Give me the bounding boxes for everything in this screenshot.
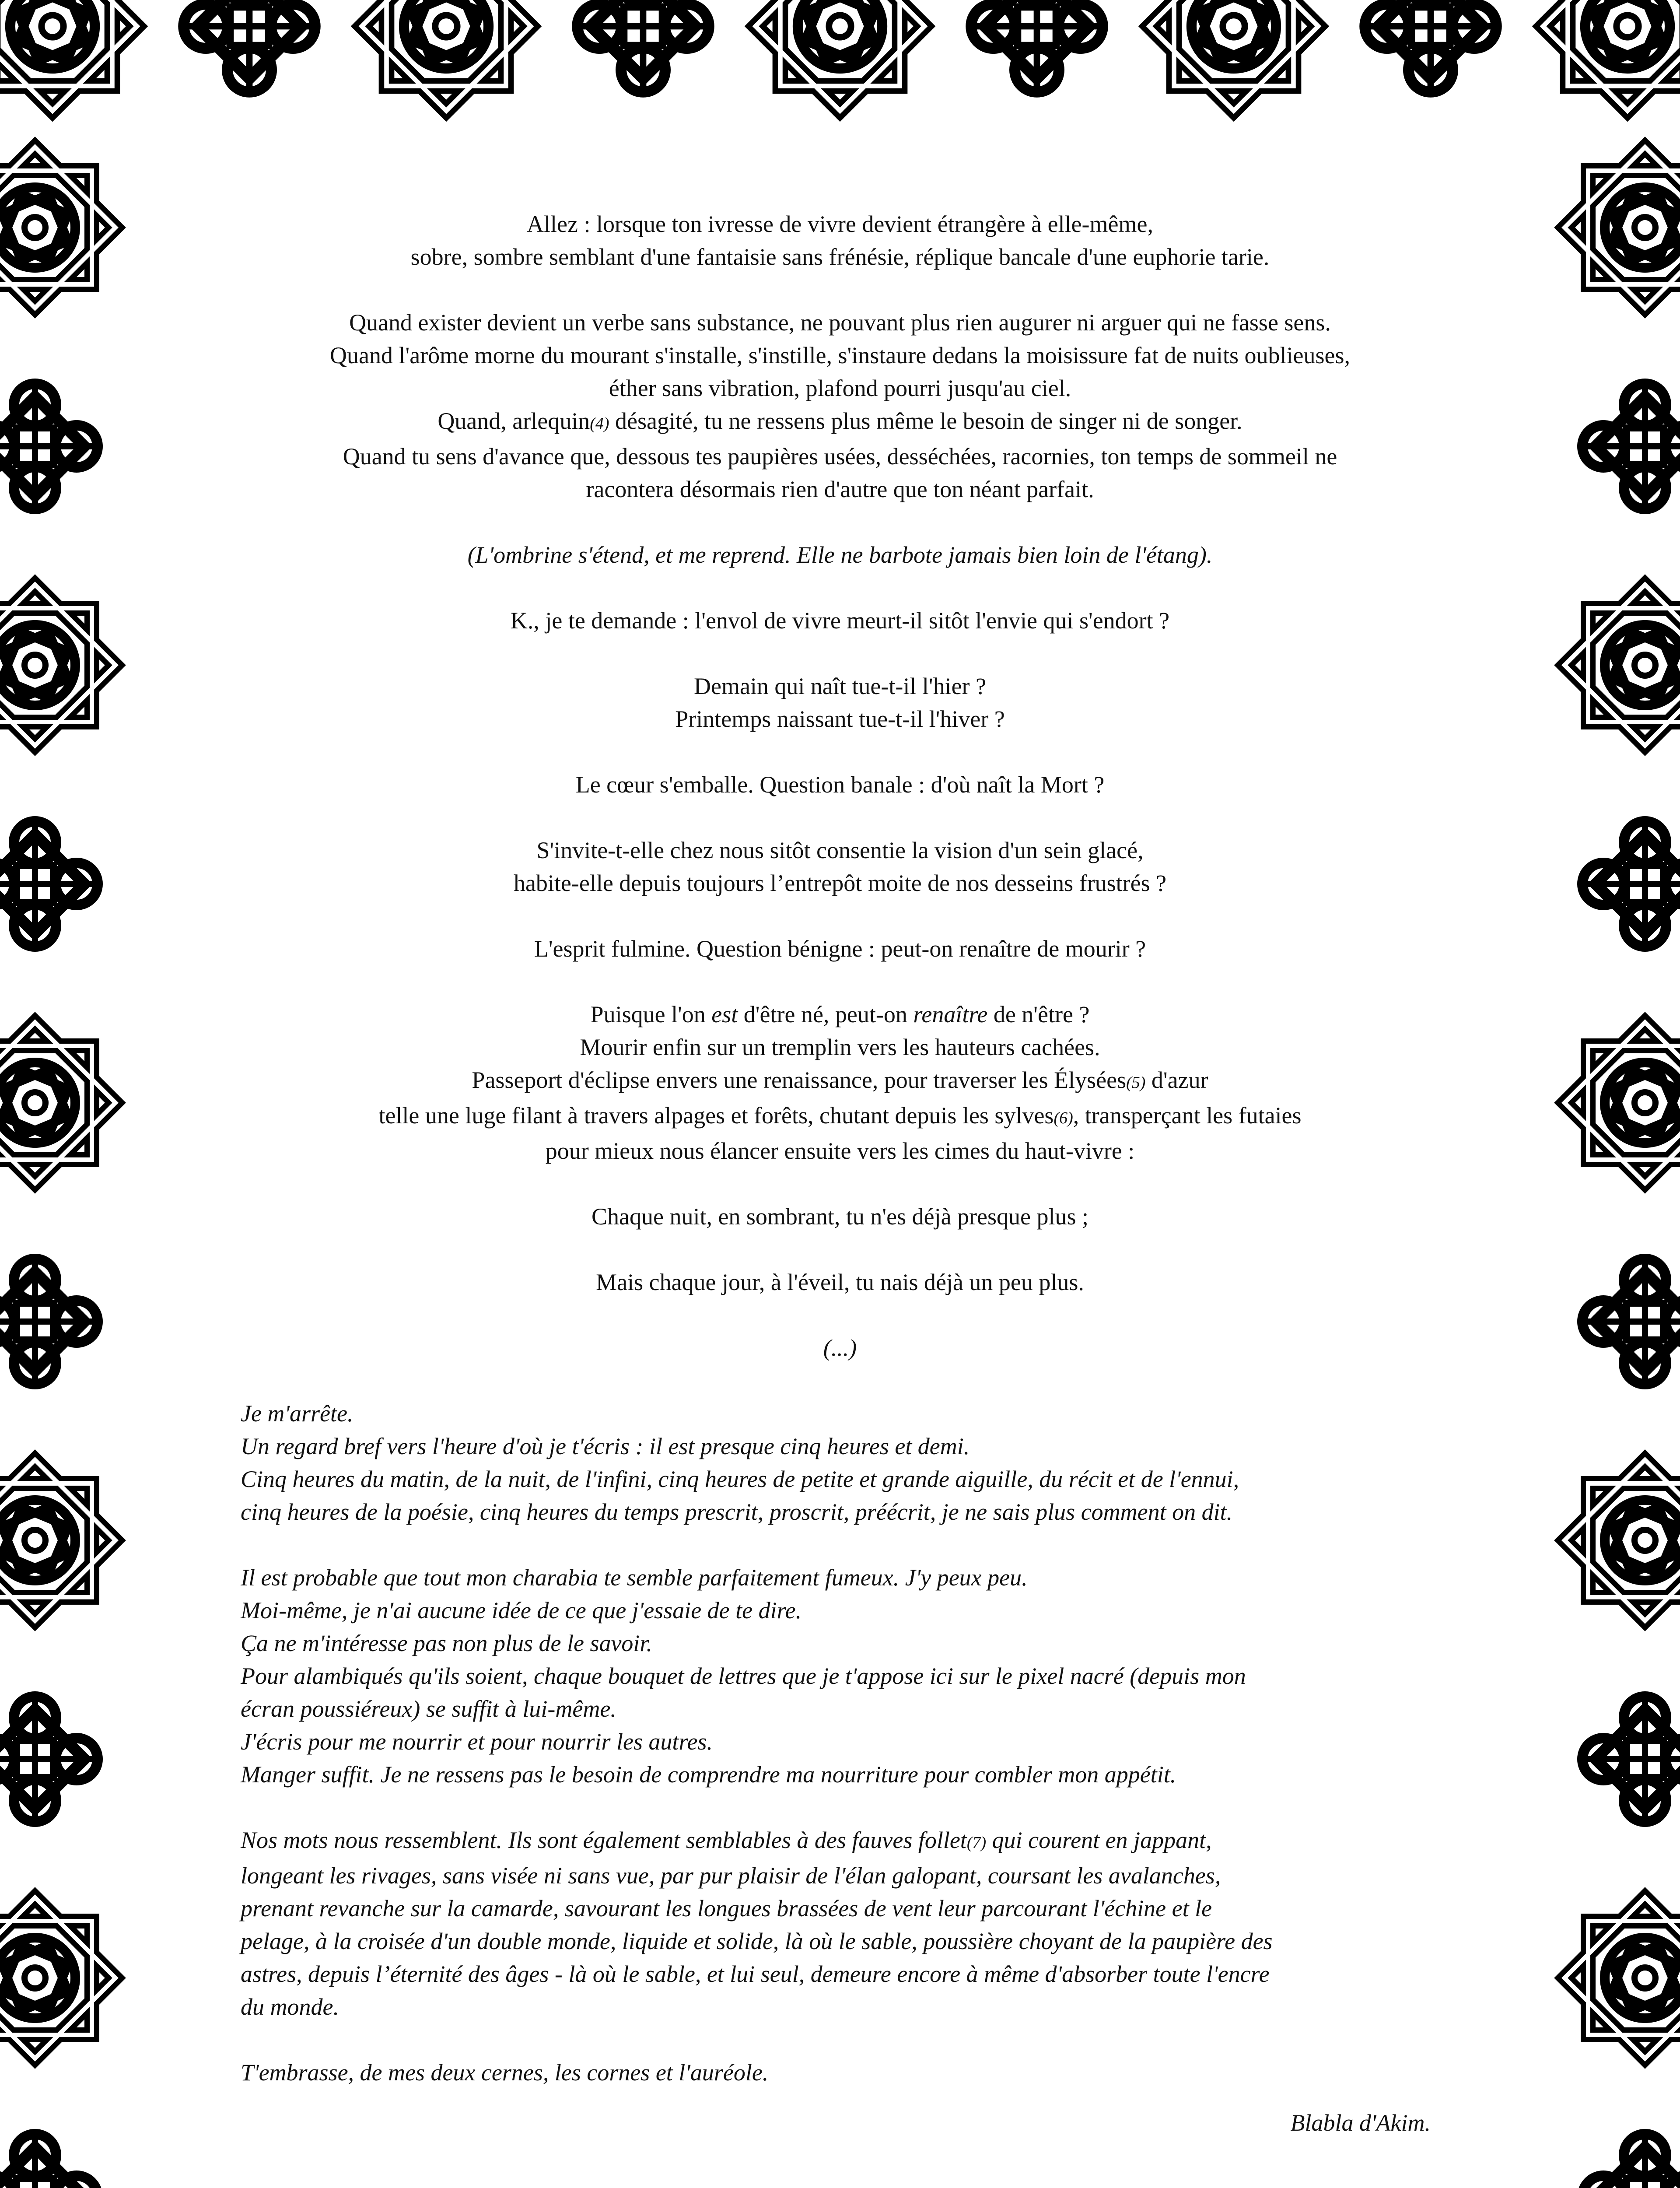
border-left-motif: [0, 1697, 98, 1822]
footnote-ref-5: (5): [1126, 1073, 1146, 1092]
border-left-motif: [0, 821, 98, 947]
paragraph-2: Quand exister devient un verbe sans substance, ne pouvant plus rien augurer ni arguer qui ne fasse sens. Quand l'arôme morne du mourant s'installe, s'instille, s'instaure dedans la moisissure fat de nuits oublieuses, éther sans vibration, plafond pourri jusqu'au ciel. Quand, arlequin(4) désagité, tu ne ressens plus même le besoin de singer ni de songer. Quand tu sens d'avance que, dessous tes paupières usées, desséchées, racornies, ton temps de sommeil ne racontera désormais rien d'autre que ton néant parfait.: [330, 309, 1350, 502]
border-top-motif: [0, 0, 137, 111]
signature: Blabla d'Akim.: [1290, 2110, 1431, 2136]
paragraph-1: Allez : lorsque ton ivresse de vivre devient étrangère à elle-même, sobre, sombre semblant d'une fantaisie sans frénésie, réplique bancale d'une euphorie tarie.: [410, 211, 1270, 270]
footnote-ref-4: (4): [590, 414, 609, 433]
border-top-motif: [1365, 0, 1496, 92]
footnote-ref-6: (6): [1054, 1109, 1073, 1127]
paragraph-11: Mais chaque jour, à l'éveil, tu nais déjà un peu plus.: [596, 1269, 1084, 1295]
paragraph-4: K., je te demande : l'envol de vivre meurt-il sitôt l'envie qui s'endort ?: [510, 607, 1170, 634]
ellipsis-marker: (...): [823, 1335, 857, 1361]
border-left-motif: [0, 1259, 98, 1384]
border-right-motif: [1564, 585, 1680, 746]
paragraph-14: Il est probable que tout mon charabia te semble parfaitement fumeux. J'y peux peu. Moi-même, je n'ai aucune idée de ce que j'essaie de te dire. Ça ne m'intéresse pas non plus de le savoir. Pour alambiqués qu'ils soient, chaque bouquet de lettres que je t'appose ici sur le pixel nacré (depuis mon écran poussiéreux) se suffit à lui-même. J'écris pour me nourrir et pour nourrir les autres. Manger suffit. Je ne ressens pas le besoin de comprendre ma nourriture pour combler mon appétit.: [241, 1564, 1246, 1788]
border-top-motif: [971, 0, 1102, 92]
border-left-motif: [0, 147, 116, 308]
border-top-motif: [1543, 0, 1680, 111]
border-left-motif: [0, 1022, 116, 1183]
border-left-motif: [0, 384, 98, 509]
border-left-motif: [0, 585, 116, 746]
border-right-motif: [1582, 2134, 1680, 2188]
paragraph-5: Demain qui naît tue-t-il l'hier ? Printemps naissant tue-t-il l'hiver ?: [675, 673, 1005, 732]
paragraph-7: S'invite-t-elle chez nous sitôt consentie la vision d'un sein glacé, habite-elle depuis toujours l’entrepôt moite de nos desseins frustrés ?: [513, 837, 1167, 896]
border-left-motif: [0, 1460, 116, 1621]
border-right-motif: [1582, 1259, 1680, 1384]
paragraph-3: (L'ombrine s'étend, et me reprend. Elle ne barbote jamais bien loin de l'étang).: [467, 542, 1213, 568]
border-left-motif: [0, 2134, 98, 2188]
paragraph-15: Nos mots nous ressemblent. Ils sont également semblables à des fauves follet(7) qui courent en jappant, longeant les rivages, sans visée ni sans vue, par pur plaisir de l'élan galopant, coursant les avalanches, prenant revanche sur la camarde, savourant les longues brassées de vent leur parcourant l'échine et le pelage, à la croisée d'un double monde, liquide et solide, là où le sable, poussière choyant de la paupière des astres, depuis l’éternité des âges - là où le sable, et lui seul, demeure encore à même d'absorber toute l'encre du monde.: [241, 1827, 1273, 2020]
paragraph-8: L'esprit fulmine. Question bénigne : peut-on renaître de mourir ?: [534, 936, 1146, 962]
border-top-motif: [578, 0, 709, 92]
border-right-motif: [1564, 1897, 1680, 2058]
paragraph-6: Le cœur s'emballe. Question banale : d'où naît la Mort ?: [575, 771, 1105, 798]
letter-body: [241, 208, 1439, 2139]
border-top-motif: [1149, 0, 1318, 111]
footnote-ref-7: (7): [966, 1834, 987, 1852]
paragraph-10: Chaque nuit, en sombrant, tu n'es déjà presque plus ;: [591, 1203, 1088, 1230]
paragraph-13: Je m'arrête. Un regard bref vers l'heure d'où je t'écris : il est presque cinq heures et demi. Cinq heures du matin, de la nuit, de l'infini, cinq heures de petite et grande aiguille, du récit et de l'ennui, cinq heures de la poésie, cinq heures du temps prescrit, proscrit, préécrit, je ne sais plus comment on dit.: [241, 1400, 1239, 1525]
border-right-motif: [1582, 821, 1680, 947]
border-left-motif: [0, 1897, 116, 2058]
border-right-motif: [1582, 1697, 1680, 1822]
border-right-motif: [1564, 1022, 1680, 1183]
closing-line: T'embrasse, de mes deux cernes, les cornes et l'auréole.: [241, 2059, 769, 2086]
border-top-motif: [184, 0, 315, 92]
border-right-motif: [1564, 147, 1680, 308]
paragraph-9: Puisque l'on est d'être né, peut-on renaître de n'être ? Mourir enfin sur un tremplin vers les hauteurs cachées. Passeport d'éclipse envers une renaissance, pour traverser les Élysées(5) d'azur telle une luge filant à travers alpages et forêts, chutant depuis les sylves(6), transperçant les futaies pour mieux nous élancer ensuite vers les cimes du haut-vivre :: [378, 1001, 1302, 1164]
border-top-motif: [756, 0, 924, 111]
border-right-motif: [1582, 384, 1680, 509]
border-top-motif: [362, 0, 531, 111]
border-right-motif: [1564, 1460, 1680, 1621]
